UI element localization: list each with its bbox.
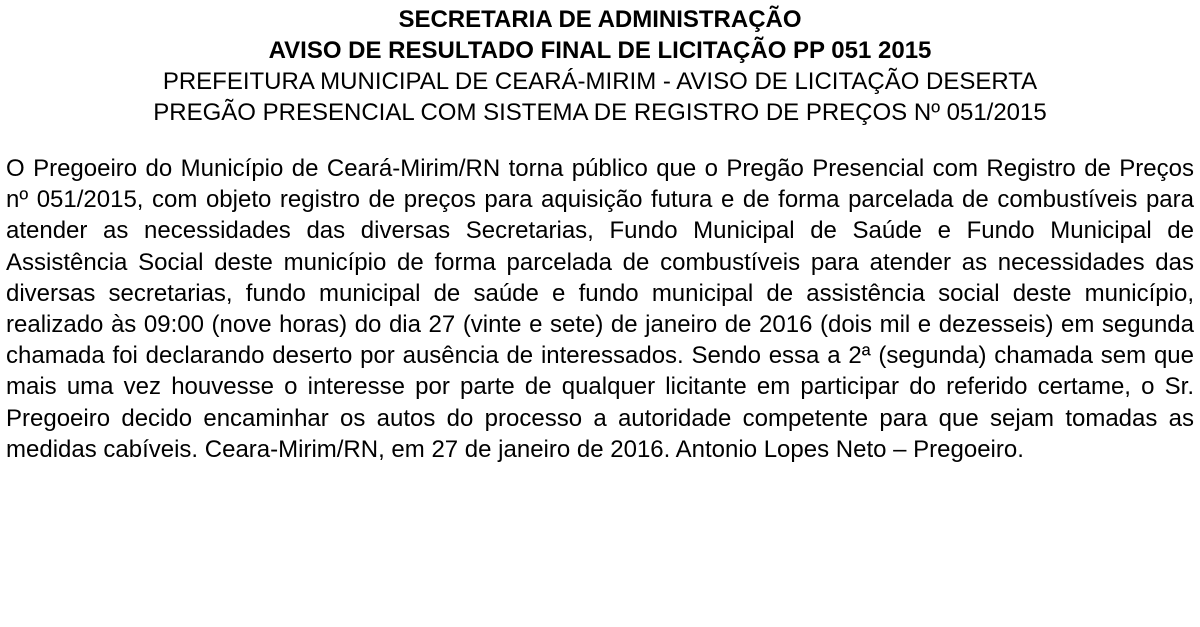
notice-subtitle: PREFEITURA MUNICIPAL DE CEARÁ-MIRIM - AVISO DE LICITAÇÃO DESERTA (162, 68, 1038, 95)
notice-body: O Pregoeiro do Município de Ceará-Mirim/RN torna público que o Pregão Presencial com Registro de Preços nº 051/2015, com objeto registro de preços para aquisição futura e de forma parcelada de combustíveis para atender as necessidades das diversas Secretarias, Fundo Municipal de Saúde e Fundo Municipal de Assistência Social deste município de forma parcelada de combustíveis para atender as necessidades das diversas secretarias, fundo municipal de saúde e fundo municipal de assistência social deste município, realizado às 09:00 (nove horas) do dia 27 (vinte e sete) de janeiro de 2016 (dois mil e dezesseis) em segunda chamada foi declarando deserto por ausência de interessados. Sendo essa a 2ª (segunda) chamada sem que mais uma vez houvesse o interesse por parte de qualquer licitante em participar do referido certame, o Sr. Pregoeiro decido encaminhar os autos do processo a autoridade competente para que sejam tomadas as medidas cabíveis. Ceara-Mirim/RN, em 27 de janeiro de 2016. Antonio Lopes Neto – Pregoeiro. (6, 155, 1194, 463)
procedure-heading: PREGÃO PRESENCIAL COM SISTEMA DE REGISTRO DE PREÇOS Nº 051/2015 (153, 99, 1047, 126)
department-heading: SECRETARIA DE ADMINISTRAÇÃO (398, 6, 802, 33)
notice-title: AVISO DE RESULTADO FINAL DE LICITAÇÃO PP 051 2015 (268, 37, 932, 64)
notice-header (6, 4, 1194, 128)
